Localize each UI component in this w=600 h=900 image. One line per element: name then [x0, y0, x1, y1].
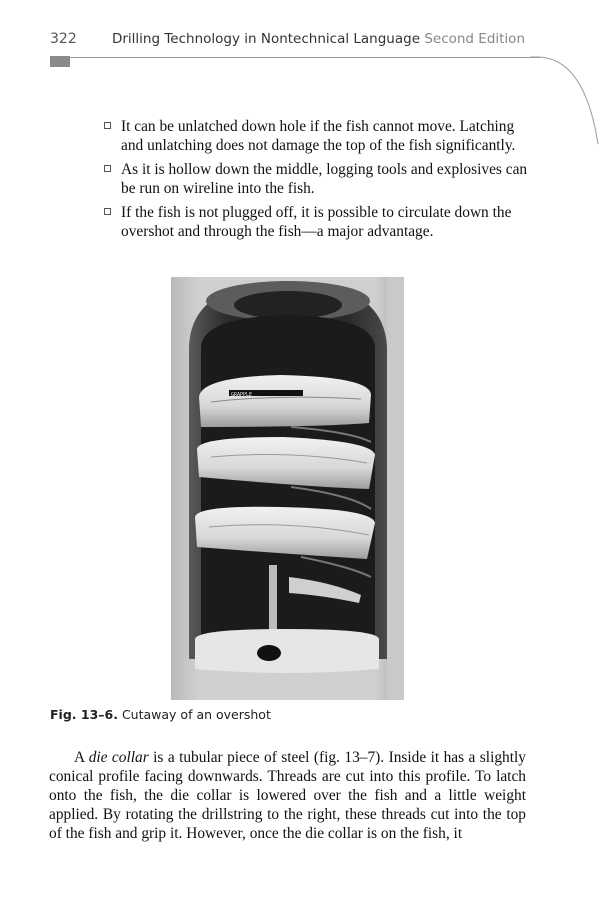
list-item — [104, 161, 534, 198]
bullet-square-icon — [104, 165, 111, 172]
list-item — [104, 204, 534, 241]
page-number: 322 — [50, 31, 77, 47]
page-header — [0, 0, 600, 60]
header-rule — [70, 57, 540, 58]
page-corner-curve — [530, 56, 600, 146]
bullet-text: It can be unlatched down hole if the fish cannot move. Latching and unlatching does not damage the top of the fish significantly. — [121, 118, 516, 154]
figure-caption — [50, 707, 271, 722]
list-item — [104, 118, 534, 155]
running-title — [112, 31, 525, 47]
bullet-text: If the fish is not plugged off, it is possible to circulate down the overshot and through the fish—a major advantage. — [121, 204, 512, 240]
bullet-list — [104, 118, 534, 247]
bullet-text: As it is hollow down the middle, logging tools and explosives can be run on wireline into the fish. — [121, 161, 528, 197]
term-die-collar: die collar — [88, 749, 149, 766]
figure-caption-text: Cutaway of an overshot — [121, 707, 271, 722]
body-paragraph — [49, 748, 526, 843]
header-marker — [50, 56, 70, 67]
bullet-square-icon — [104, 208, 111, 215]
svg-text:GRAPPLE: GRAPPLE — [231, 392, 253, 398]
figure-label: Fig. 13–6. — [50, 707, 118, 722]
overshot-cutaway-image — [171, 277, 404, 700]
book-title: Drilling Technology in Nontechnical Language — [111, 31, 421, 47]
paragraph-text: A — [74, 749, 89, 766]
paragraph-text: is a tubular piece of steel (fig. 13–7). Inside it has a slightly conical profile facing downwards. Threads are cut into this profile. To latch onto the fish, the die collar is lowered over the fish and a little weight applied. By rotating the drillstring to the right, these threads cut into the top of the fish and grip it. However, once the die collar is on the fish, it — [49, 749, 526, 843]
bullet-square-icon — [104, 122, 111, 129]
overshot-photo — [171, 277, 404, 700]
edition-label: Second Edition — [424, 31, 525, 47]
